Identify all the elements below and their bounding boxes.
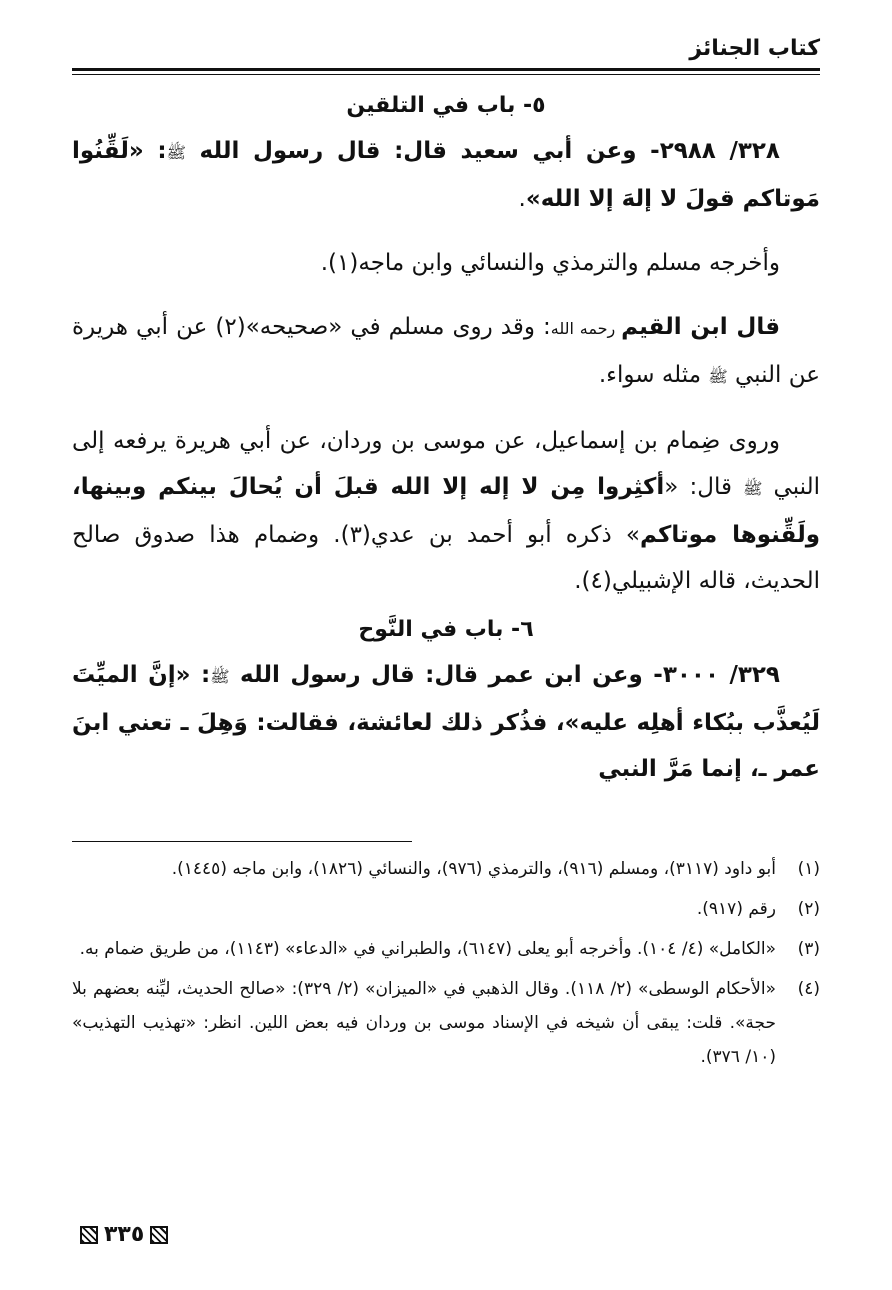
footnote-3 [72,932,820,966]
riwaya-qal: قال: « [664,474,744,500]
hadith-quote: : «لَقِّنُوا مَوتاكم قولَ لا إلهَ إلا الله» [72,138,820,212]
footnotes [72,852,820,1080]
riwaya-text-end: » ذكره أبو أحمد بن عدي(٣). وضمام هذا صدوق صالح الحديث، قاله الإشبيلي(٤). [72,522,820,594]
footnote-2 [72,892,820,926]
footnote-number: (٣) [797,939,820,959]
hadith-329 [72,652,820,792]
footnote-number: (٤) [797,979,820,999]
takhrij-paragraph: وأخرجه مسلم والترمذي والنسائي وابن ماجه(١). [320,250,780,276]
footnote-text: «الكامل» (٤/ ١٠٤). وأخرجه أبو يعلى (٦١٤٧)، والطبراني في «الدعاء» (١١٤٣)، من طريق ضمام به. [79,939,776,959]
section-heading-talqin: ٥- باب في التلقين [346,93,546,118]
riwaya-paragraph [72,418,820,604]
footnote-rule [72,841,412,842]
hadith-intro: وعن ابن عمر قال: قال رسول الله [229,662,654,688]
salla-glyph: ﷺ [166,143,186,162]
page-number [80,1222,168,1247]
hadith-quote: : «إنَّ الميِّتَ لَيُعذَّب ببُكاء أهلِه عليه»، فذُكر ذلك لعائشة، فقالت: وَهِلَ ـ تعني ابنَ عمر ـ، إنما مَرَّ النبي [72,662,820,782]
ornament-icon [80,1226,98,1244]
footnote-number: (٢) [797,899,820,919]
riwaya-text: وروى ضِمام بن إسماعيل، عن موسى بن وردان، عن أبي هريرة يرفعه إلى النبي [72,428,821,500]
hadith-intro: وعن أبي سعيد قال: قال رسول الله [185,138,651,164]
rahimahu-glyph: رحمه الله [550,319,622,338]
footnote-text: «الأحكام الوسطى» (٢/ ١١٨). وقال الذهبي في «الميزان» (٢/ ٣٢٩): «صالح الحديث، ليِّنه بعضهم بلا حجة». قلت: يبقى أن شيخه في الإسناد موسى بن وردان فيه بعض اللين. انظر: «تهذيب التهذيب» (١٠/ ٣٧٦). [72,979,777,1067]
footnote-4 [72,972,820,1074]
footnote-text: رقم (٩١٧). [696,899,776,919]
hadith-end: . [518,186,526,212]
running-header: كتاب الجنائز [689,36,820,61]
salla-glyph: ﷺ [743,479,763,498]
riwaya-quote: أكثِروا مِن لا إله إلا الله قبلَ أن يُحالَ بينكم وبينها، ولَقِّنوها موتاكم [72,474,821,548]
ibn-qayyim-text: : وقد روى مسلم في «صحيحه»(٢) عن أبي هريرة عن النبي [72,314,820,388]
footnote-number: (١) [797,859,820,879]
hadith-328 [72,128,820,222]
page-number-text: ٣٣٥ [104,1222,145,1247]
salla-glyph: ﷺ [708,367,728,386]
ibn-qayyim-text-end: مثله سواء. [598,362,709,388]
footnote-1 [72,852,820,886]
ibn-qayyim-label: قال ابن القيم [621,314,781,340]
hadith-number: ٣٢٨/ ٢٩٨٨- [650,138,780,164]
ibn-qayyim-paragraph [72,304,820,400]
header-rule-thin [72,74,820,75]
footnote-text: أبو داود (٣١١٧)، ومسلم (٩١٦)، والترمذي (٩٧٦)، والنسائي (١٨٢٦)، وابن ماجه (١٤٤٥). [171,859,776,879]
header-rule-thick [72,68,820,71]
hadith-number: ٣٢٩/ ٣٠٠٠- [653,662,780,688]
main-text [72,80,820,792]
ornament-icon [150,1226,168,1244]
salla-glyph: ﷺ [210,667,230,686]
section-heading-nawh: ٦- باب في النَّوح [358,617,534,642]
